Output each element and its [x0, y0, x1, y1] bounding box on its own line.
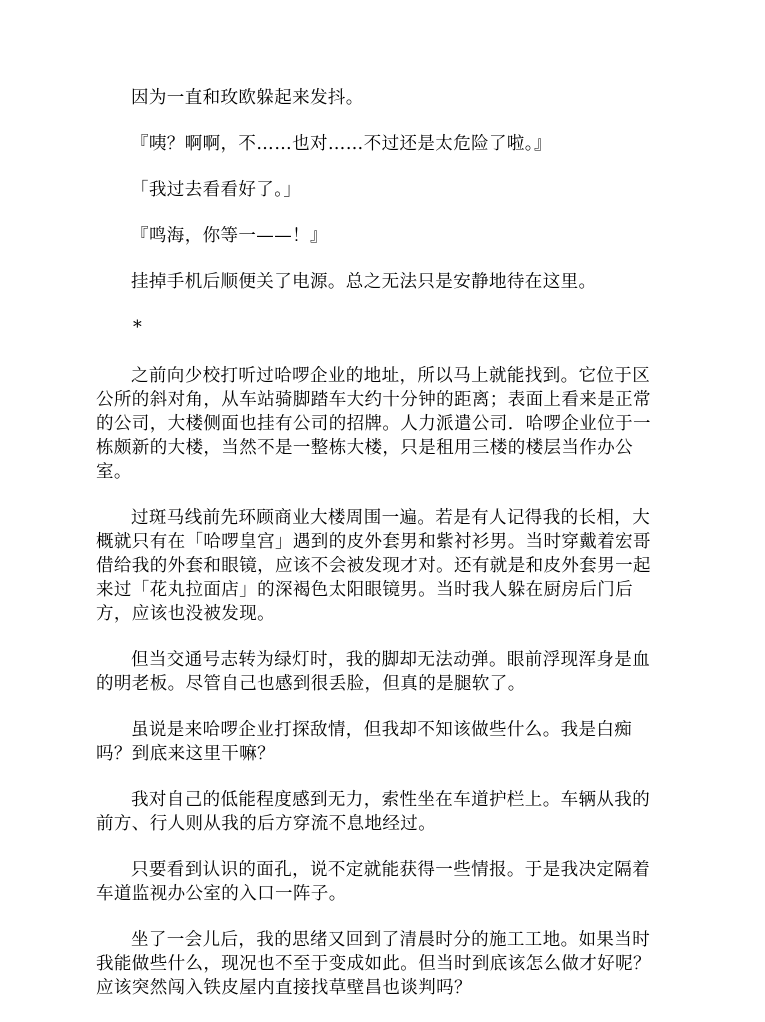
section-separator: * [133, 318, 143, 338]
paragraph: 因为一直和玫欧躲起来发抖。 [131, 88, 364, 108]
text-column [96, 86, 662, 1022]
paragraph: 过斑马线前先环顾商业大楼周围一遍。若是有人记得我的长相，大概就只有在「哈啰皇宫」遇到的皮外套男和紫衬衫男。当时穿戴着宏哥借给我的外套和眼镜，应该不会被发现才对。还有就是和皮外套男一起来过「花丸拉面店」的深褐色太阳眼镜男。当时我人躲在厨房后门后方，应该也没被发现。 [96, 508, 651, 624]
paragraph: 「我过去看看好了。」 [131, 180, 302, 200]
paragraph: 虽说是来哈啰企业打探敌情，但我却不知该做些什么。我是白痴吗？到底来这里干嘛？ [96, 720, 633, 764]
paragraph: 『咦？啊啊，不……也对……不过还是太危险了啦。』 [131, 134, 552, 154]
paragraph: 但当交通号志转为绿灯时，我的脚却无法动弹。眼前浮现浑身是血的明老板。尽管自己也感到很丢脸，但真的是腿软了。 [96, 650, 651, 694]
paragraph: 挂掉手机后顺便关了电源。总之无法只是安静地待在这里。 [131, 272, 597, 292]
paragraph: 我对自己的低能程度感到无力，索性坐在车道护栏上。车辆从我的前方、行人则从我的后方穿流不息地经过。 [96, 790, 651, 834]
paragraph: 之前向少校打听过哈啰企业的地址，所以马上就能找到。它位于区公所的斜对角，从车站骑脚踏车大约十分钟的距离；表面上看来是正常的公司，大楼侧面也挂有公司的招牌。人力派遣公司．哈啰企业位于一栋颇新的大楼，当然不是一整栋大楼，只是租用三楼的楼层当作办公室。 [96, 366, 651, 482]
paragraph: 坐了一会儿后，我的思绪又回到了清晨时分的施工工地。如果当时我能做些什么，现况也不至于变成如此。但当时到底该怎么做才好呢？应该突然闯入铁皮屋内直接找草壁昌也谈判吗？ [96, 930, 651, 998]
paragraph: 只要看到认识的面孔，说不定就能获得一些情报。于是我决定隔着车道监视办公室的入口一阵子。 [96, 860, 651, 904]
paragraph: 『鸣海，你等一——！』 [131, 226, 328, 246]
